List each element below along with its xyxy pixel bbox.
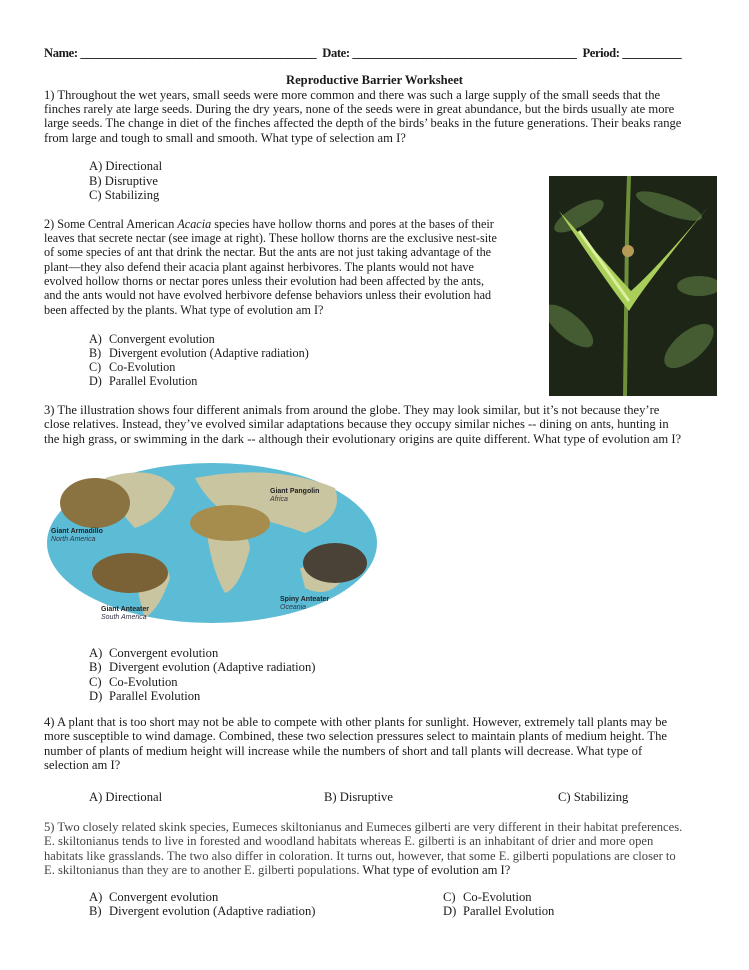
- q5-option-c[interactable]: [443, 890, 532, 904]
- option-letter: B): [89, 904, 102, 918]
- map-label-spiny-anteater: [280, 596, 329, 612]
- option-text: Divergent evolution (Adaptive radiation): [109, 660, 316, 674]
- q2-line: plant—they also defend their acacia plant against herbivores. The plants would not have: [44, 260, 474, 274]
- option-text: Co-Evolution: [109, 675, 178, 689]
- q1-option-b[interactable]: B) Disruptive: [89, 174, 158, 188]
- animal-name: Giant Pangolin: [270, 488, 320, 495]
- option-letter: D): [89, 374, 102, 388]
- option-text: Co-Evolution: [463, 890, 532, 904]
- option-letter: D): [89, 689, 103, 703]
- option-letter: B): [89, 660, 102, 674]
- q2-line: evolved hollow thorns or nectar pores unless their evolution had been affected by the ants,: [44, 274, 485, 288]
- q2-line: been affected by the plants. What type of evolution am I?: [44, 303, 324, 317]
- option-letter: A): [89, 332, 102, 346]
- q4-option-b[interactable]: B) Disruptive: [324, 790, 393, 804]
- q4-option-a[interactable]: A) Directional: [89, 790, 163, 804]
- option-letter: C): [89, 360, 102, 374]
- animal-region: Oceania: [280, 604, 307, 611]
- q5-option-b[interactable]: [89, 904, 316, 918]
- q5-option-a[interactable]: [89, 890, 219, 904]
- q1-line: large seeds. The change in diet of the finches affected the depth of the birds’ beaks in the future generations. Their beaks range: [44, 116, 682, 130]
- animal-name: Spiny Anteater: [280, 596, 330, 603]
- map-label-anteater: [101, 606, 149, 622]
- q2-option-c[interactable]: [89, 360, 176, 374]
- q4-line: number of plants of medium height will increase while the numbers of short and tall plants will decrease. What type of: [44, 744, 643, 758]
- q1-line: finches rarely ate large seeds. During the dry years, none of the seeds were in great abundance, but the birds usually ate more: [44, 102, 675, 116]
- q1-option-a[interactable]: A) Directional: [89, 159, 163, 173]
- q3-line: close relatives. Instead, they’ve evolved similar adaptations because they occupy similar niches -- dining on ants, hunting in: [44, 417, 669, 431]
- q3-option-a[interactable]: [89, 646, 219, 660]
- map-label-armadillo: [51, 528, 103, 544]
- q2-option-b[interactable]: [89, 346, 309, 360]
- q5-option-d[interactable]: [443, 904, 555, 918]
- q2-line: of some species of ant that drink the nectar. But the ants are not just taking advantage of the: [44, 245, 492, 259]
- q3-option-d[interactable]: [89, 689, 201, 703]
- q1-line: 1) Throughout the wet years, small seeds were more common and there was such a large supply of the small seeds that the: [44, 88, 661, 102]
- q5-line: E. skiltonianus tends to live in forested and woodland habitats whereas E. gilberti is an inhabitant of drier and more open: [44, 834, 654, 848]
- animal-region: South America: [101, 614, 147, 621]
- option-text: Divergent evolution (Adaptive radiation): [109, 904, 316, 918]
- option-letter: A): [89, 646, 103, 660]
- option-letter: B): [89, 346, 102, 360]
- q5-question: What type of evolution am I?: [362, 863, 511, 877]
- q5-line: habitats like grasslands. The two also differ in coloration. It turns out, however, that some E. gilberti populations are closer to: [44, 849, 676, 863]
- animal-region: North America: [51, 536, 96, 543]
- q2-option-d[interactable]: [89, 374, 198, 388]
- header-fields: [44, 46, 681, 60]
- q1-line: from large and tough to small and smooth. What type of selection am I?: [44, 131, 406, 145]
- q4-line: selection am I?: [44, 758, 121, 772]
- period-field[interactable]: Period: __________: [582, 46, 682, 60]
- option-text: Convergent evolution: [109, 890, 219, 904]
- animal-region: Africa: [270, 496, 288, 503]
- q3-option-c[interactable]: [89, 675, 178, 689]
- option-text: Convergent evolution: [109, 646, 219, 660]
- q2-text: 2) Some Central American: [44, 217, 178, 231]
- option-letter: A): [89, 890, 103, 904]
- q4-line: more susceptible to wind damage. Combined, these two selection pressures select to maintain plants of medium height. The: [44, 729, 668, 743]
- q3-option-b[interactable]: [89, 660, 316, 674]
- option-text: Parallel Evolution: [109, 374, 198, 388]
- q2-text: species have hollow thorns and pores at the bases of their: [211, 217, 494, 231]
- name-field[interactable]: Name: ________________________________________: [44, 46, 317, 60]
- option-text: Divergent evolution (Adaptive radiation): [109, 346, 309, 360]
- q4-option-c[interactable]: C) Stabilizing: [558, 790, 629, 804]
- q5-line: [44, 863, 510, 877]
- option-text: Co-Evolution: [109, 360, 176, 374]
- q2-line: leaves that secrete nectar (see image at right). These hollow thorns are the exclusive nest-site: [44, 231, 497, 245]
- acacia-italic: Acacia: [177, 217, 212, 231]
- map-label-pangolin: [270, 488, 319, 504]
- q5-line: 5) Two closely related skink species, Eumeces skiltonianus and Eumeces gilberti are very different in their habitat preferences.: [44, 820, 683, 834]
- option-text: Parallel Evolution: [109, 689, 201, 703]
- q2-line: and the ants would not have evolved herbivore defense behaviors unless their evolution had: [44, 288, 492, 302]
- date-field[interactable]: Date: ______________________________________: [322, 46, 577, 60]
- option-text: Parallel Evolution: [463, 904, 555, 918]
- option-letter: D): [443, 904, 457, 918]
- q1-option-c[interactable]: C) Stabilizing: [89, 188, 160, 202]
- q3-line: 3) The illustration shows four different animals from around the globe. They may look similar, but it’s not because they’re: [44, 403, 660, 417]
- acacia-thorn-image: [549, 176, 717, 396]
- animal-name: Giant Anteater: [101, 606, 149, 613]
- option-letter: C): [89, 675, 102, 689]
- option-letter: C): [443, 890, 456, 904]
- option-text: Convergent evolution: [109, 332, 215, 346]
- worksheet-title: Reproductive Barrier Worksheet: [286, 73, 463, 87]
- q2-option-a[interactable]: [89, 332, 215, 346]
- q5-text: E. skiltonianus than they are to another E. gilberti populations.: [44, 863, 363, 877]
- animal-name: Giant Armadillo: [51, 528, 103, 535]
- q3-line: the high grass, or swimming in the dark -- although their evolutionary origins are quite different. What type of evolution am I?: [44, 432, 682, 446]
- q2-line: [44, 217, 494, 231]
- q4-line: 4) A plant that is too short may not be able to compete with other plants for sunlight. However, extremely tall plants may be: [44, 715, 668, 729]
- world-map-animals-image: [45, 458, 380, 628]
